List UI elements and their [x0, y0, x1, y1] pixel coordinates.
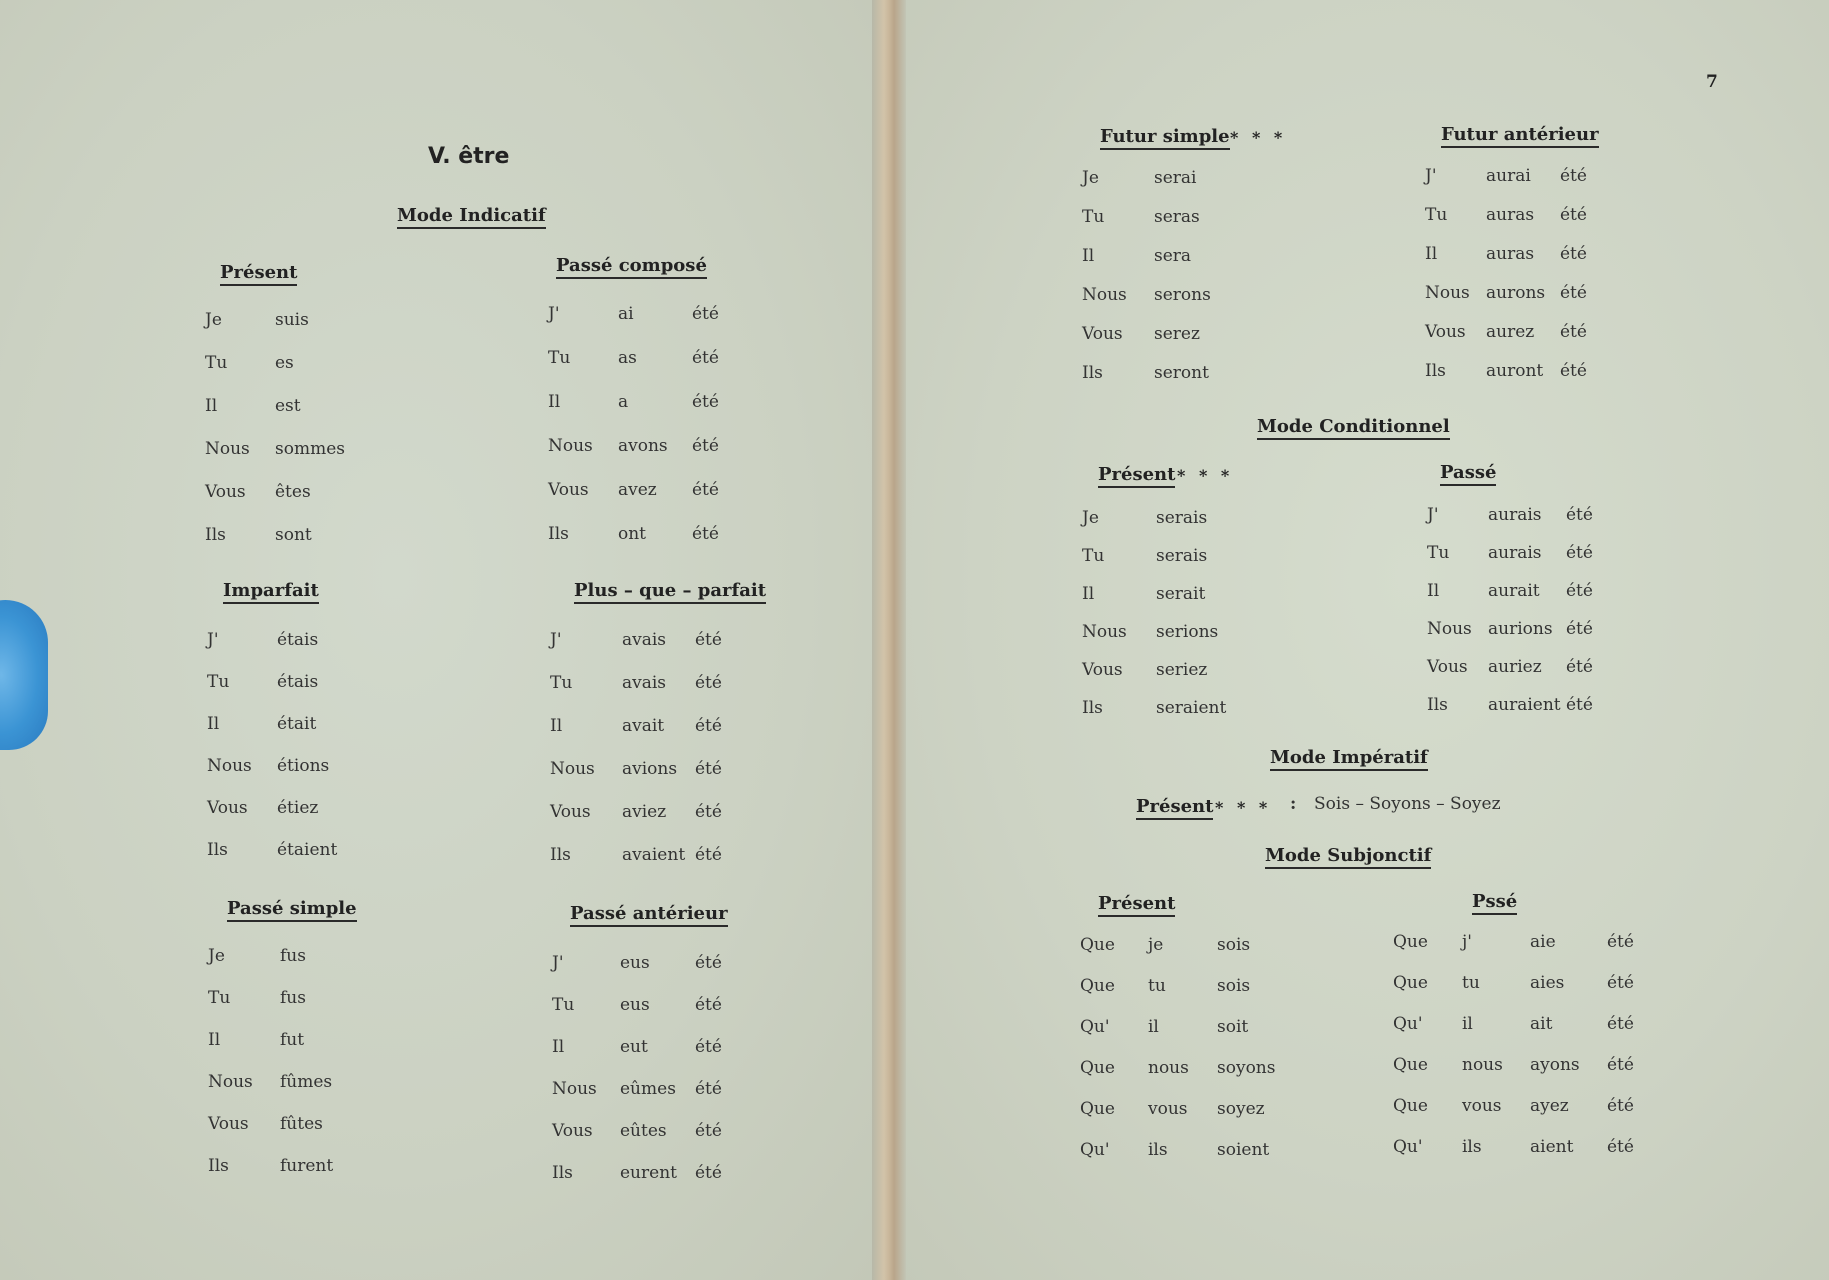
plus-que-parfait-cell: J' — [550, 630, 562, 650]
subjonctif-present-cell: il — [1148, 1017, 1159, 1037]
blue-cloth — [0, 600, 48, 750]
plus-que-parfait-cell: été — [695, 673, 722, 693]
imperatif-forms: Sois – Soyons – Soyez — [1314, 794, 1501, 814]
passe-simple-cell: Je — [208, 946, 225, 966]
subjonctif-passe-cell: tu — [1462, 973, 1480, 993]
subjonctif-present-cell: Que — [1080, 1058, 1115, 1078]
conditionnel-passe-cell: Il — [1427, 581, 1440, 601]
conditionnel-passe-cell: été — [1566, 543, 1593, 563]
passe-compose-cell: a — [618, 392, 629, 412]
passe-compose-cell: as — [618, 348, 637, 368]
subjonctif-passe-cell: vous — [1462, 1096, 1502, 1116]
mode-conditionnel-heading: Mode Conditionnel — [1257, 416, 1450, 440]
plus-que-parfait-cell: avions — [622, 759, 678, 779]
futur-anterieur-cell: été — [1560, 244, 1587, 264]
futur-anterieur-cell: auras — [1486, 205, 1535, 225]
conditionnel-passe-cell: été — [1566, 695, 1593, 715]
conditionnel-passe-heading: Passé — [1440, 462, 1496, 486]
passe-compose-cell: été — [692, 436, 719, 456]
futur-anterieur-cell: été — [1560, 166, 1587, 186]
imparfait-cell: étions — [277, 756, 330, 776]
passe-compose-cell: Vous — [548, 480, 589, 500]
conditionnel-present-cell: Je — [1082, 508, 1099, 528]
subjonctif-present-cell: vous — [1148, 1099, 1188, 1119]
futur-simple-cell: seront — [1154, 363, 1209, 383]
plus-que-parfait-cell: Tu — [550, 673, 573, 693]
present-cell: est — [275, 396, 301, 416]
plus-que-parfait-cell: avait — [622, 716, 665, 736]
imperatif-present-heading: Présent — [1136, 796, 1213, 820]
passe-simple-cell: Tu — [208, 988, 231, 1008]
plus-que-parfait-cell: aviez — [622, 802, 667, 822]
passe-compose-cell: été — [692, 524, 719, 544]
futur-anterieur-cell: aurai — [1486, 166, 1531, 186]
mode-subjonctif-heading: Mode Subjonctif — [1265, 845, 1431, 869]
futur-anterieur-cell: été — [1560, 205, 1587, 225]
present-cell: es — [275, 353, 294, 373]
imparfait-cell: Ils — [207, 840, 228, 860]
passe-simple-cell: fut — [280, 1030, 305, 1050]
plus-que-parfait-cell: été — [695, 630, 722, 650]
passe-anterieur-cell: eut — [620, 1037, 648, 1057]
plus-que-parfait-cell: Nous — [550, 759, 595, 779]
conditionnel-passe-cell: auraient — [1488, 695, 1561, 715]
subjonctif-passe-cell: Que — [1393, 932, 1428, 952]
subjonctif-present-cell: tu — [1148, 976, 1166, 996]
conditionnel-present-cell: Ils — [1082, 698, 1103, 718]
present-cell: Ils — [205, 525, 226, 545]
futur-simple-heading: Futur simple — [1100, 126, 1230, 150]
conditionnel-present-cell: Il — [1082, 584, 1095, 604]
plus-que-parfait-cell: avais — [622, 630, 667, 650]
futur-simple-cell: Il — [1082, 246, 1095, 266]
passe-compose-cell: ai — [618, 304, 634, 324]
subjonctif-present-cell: soyons — [1217, 1058, 1276, 1078]
futur-anterieur-cell: Ils — [1425, 361, 1446, 381]
plus-que-parfait-cell: Il — [550, 716, 563, 736]
passe-compose-cell: été — [692, 304, 719, 324]
subjonctif-present-cell: soyez — [1217, 1099, 1265, 1119]
futur-anterieur-cell: aurons — [1486, 283, 1546, 303]
mode-imperatif-heading: Mode Impératif — [1270, 747, 1428, 771]
imparfait-cell: J' — [207, 630, 219, 650]
passe-simple-cell: Ils — [208, 1156, 229, 1176]
present-cell: suis — [275, 310, 309, 330]
futur-simple-cell: serez — [1154, 324, 1200, 344]
passe-simple-cell: Vous — [208, 1114, 249, 1134]
passe-simple-cell: fus — [280, 946, 306, 966]
subjonctif-passe-cell: été — [1607, 1014, 1634, 1034]
passe-simple-cell: fûtes — [280, 1114, 323, 1134]
subjonctif-passe-cell: Qu' — [1393, 1137, 1423, 1157]
subjonctif-passe-cell: ait — [1530, 1014, 1553, 1034]
futur-anterieur-cell: été — [1560, 361, 1587, 381]
subjonctif-passe-cell: ayons — [1530, 1055, 1580, 1075]
plus-que-parfait-cell: avaient — [622, 845, 686, 865]
passe-compose-cell: Ils — [548, 524, 569, 544]
futur-anterieur-heading: Futur antérieur — [1441, 124, 1599, 148]
passe-compose-cell: Nous — [548, 436, 593, 456]
imparfait-cell: Nous — [207, 756, 252, 776]
conditionnel-passe-cell: Tu — [1427, 543, 1450, 563]
passe-anterieur-cell: été — [695, 953, 722, 973]
subjonctif-present-cell: je — [1148, 935, 1164, 955]
plus-que-parfait-cell: avais — [622, 673, 667, 693]
passe-anterieur-cell: eûmes — [620, 1079, 676, 1099]
conditionnel-passe-cell: aurais — [1488, 543, 1542, 563]
subjonctif-passe-cell: nous — [1462, 1055, 1503, 1075]
passe-simple-cell: fus — [280, 988, 306, 1008]
passe-anterieur-cell: Il — [552, 1037, 565, 1057]
passe-compose-cell: avez — [618, 480, 657, 500]
conditionnel-present-cell: serais — [1156, 546, 1208, 566]
passe-anterieur-cell: été — [695, 1163, 722, 1183]
right-page — [900, 0, 1829, 1280]
conditionnel-passe-cell: Ils — [1427, 695, 1448, 715]
subjonctif-passe-cell: Que — [1393, 1096, 1428, 1116]
futur-simple-cell: Je — [1082, 168, 1099, 188]
futur-simple-cell: serai — [1154, 168, 1197, 188]
passe-simple-cell: fûmes — [280, 1072, 333, 1092]
passe-compose-cell: avons — [618, 436, 668, 456]
subjonctif-passe-cell: été — [1607, 1137, 1634, 1157]
subjonctif-passe-cell: aient — [1530, 1137, 1574, 1157]
present-cell: êtes — [275, 482, 311, 502]
subjonctif-present-cell: sois — [1217, 976, 1251, 996]
subjonctif-present-cell: soit — [1217, 1017, 1249, 1037]
futur-anterieur-cell: auras — [1486, 244, 1535, 264]
book-spine — [872, 0, 906, 1280]
plus-que-parfait-cell: été — [695, 845, 722, 865]
subjonctif-present-cell: Que — [1080, 935, 1115, 955]
subjonctif-present-cell: Qu' — [1080, 1017, 1110, 1037]
conditionnel-present-cell: serait — [1156, 584, 1206, 604]
subjonctif-passe-cell: été — [1607, 973, 1634, 993]
conditionnel-passe-cell: auriez — [1488, 657, 1542, 677]
passe-compose-cell: été — [692, 480, 719, 500]
conditionnel-passe-cell: Vous — [1427, 657, 1468, 677]
imparfait-cell: étaient — [277, 840, 338, 860]
passe-anterieur-cell: J' — [552, 953, 564, 973]
subjonctif-passe-cell: Qu' — [1393, 1014, 1423, 1034]
page-number: 7 — [1706, 72, 1718, 92]
conditionnel-passe-cell: Nous — [1427, 619, 1472, 639]
futur-simple-cell: sera — [1154, 246, 1192, 266]
present-cell: Nous — [205, 439, 250, 459]
passe-anterieur-cell: été — [695, 995, 722, 1015]
verb-title: V. être — [428, 144, 510, 169]
plus-que-parfait-cell: Vous — [550, 802, 591, 822]
conditionnel-present-cell: seriez — [1156, 660, 1208, 680]
futur-anterieur-cell: Vous — [1425, 322, 1466, 342]
passe-compose-cell: été — [692, 392, 719, 412]
subjonctif-passe-cell: été — [1607, 932, 1634, 952]
present-cell: sommes — [275, 439, 345, 459]
futur-anterieur-cell: aurez — [1486, 322, 1535, 342]
passe-compose-cell: J' — [548, 304, 560, 324]
conditionnel-passe-cell: aurais — [1488, 505, 1542, 525]
subjonctif-passe-cell: Que — [1393, 973, 1428, 993]
futur-anterieur-cell: auront — [1486, 361, 1544, 381]
plus-que-parfait-cell: été — [695, 716, 722, 736]
imparfait-cell: Tu — [207, 672, 230, 692]
conditionnel-present-cell: serais — [1156, 508, 1208, 528]
passe-anterieur-cell: été — [695, 1121, 722, 1141]
passe-compose-cell: ont — [618, 524, 647, 544]
present-cell: Vous — [205, 482, 246, 502]
imparfait-cell: étais — [277, 630, 319, 650]
subjonctif-present-cell: sois — [1217, 935, 1251, 955]
futur-simple-cell: Vous — [1082, 324, 1123, 344]
subjonctif-passe-cell: ils — [1462, 1137, 1482, 1157]
plus-que-parfait-cell: été — [695, 802, 722, 822]
imperatif-colon: : — [1290, 794, 1297, 814]
passe-simple-cell: furent — [280, 1156, 334, 1176]
conditionnel-passe-cell: été — [1566, 657, 1593, 677]
subjonctif-present-cell: Que — [1080, 976, 1115, 996]
plus-que-parfait-cell: été — [695, 759, 722, 779]
conditionnel-present-cell: Tu — [1082, 546, 1105, 566]
subjonctif-present-cell: nous — [1148, 1058, 1189, 1078]
conditionnel-present-cell: Nous — [1082, 622, 1127, 642]
subjonctif-passe-cell: aies — [1530, 973, 1565, 993]
passe-anterieur-cell: eûtes — [620, 1121, 667, 1141]
passe-anterieur-heading: Passé antérieur — [570, 903, 728, 927]
subjonctif-passe-heading: Pssé — [1472, 891, 1517, 915]
subjonctif-present-cell: ils — [1148, 1140, 1168, 1160]
subjonctif-passe-cell: j' — [1462, 932, 1472, 952]
passe-anterieur-cell: eurent — [620, 1163, 677, 1183]
subjonctif-passe-cell: il — [1462, 1014, 1473, 1034]
imparfait-cell: étais — [277, 672, 319, 692]
futur-simple-cell: seras — [1154, 207, 1200, 227]
conditionnel-passe-cell: été — [1566, 619, 1593, 639]
futur-anterieur-cell: Tu — [1425, 205, 1448, 225]
imperatif-stars: * * * — [1215, 798, 1272, 817]
passe-compose-heading: Passé composé — [556, 255, 707, 279]
present-cell: sont — [275, 525, 312, 545]
conditionnel-passe-cell: été — [1566, 581, 1593, 601]
futur-anterieur-cell: J' — [1425, 166, 1437, 186]
subjonctif-passe-cell: Que — [1393, 1055, 1428, 1075]
passe-compose-cell: été — [692, 348, 719, 368]
passe-anterieur-cell: été — [695, 1037, 722, 1057]
subjonctif-passe-cell: aie — [1530, 932, 1556, 952]
plus-que-parfait-cell: Ils — [550, 845, 571, 865]
mode-indicatif-heading: Mode Indicatif — [397, 205, 546, 229]
subjonctif-passe-cell: ayez — [1530, 1096, 1569, 1116]
conditionnel-passe-cell: aurait — [1488, 581, 1540, 601]
conditionnel-passe-cell: J' — [1427, 505, 1439, 525]
present-cell: Tu — [205, 353, 228, 373]
conditionnel-present-cell: seraient — [1156, 698, 1227, 718]
imparfait-heading: Imparfait — [223, 580, 319, 604]
conditionnel-passe-cell: aurions — [1488, 619, 1553, 639]
futur-simple-cell: Tu — [1082, 207, 1105, 227]
conditionnel-present-stars: * * * — [1177, 466, 1234, 485]
subjonctif-passe-cell: été — [1607, 1055, 1634, 1075]
present-cell: Il — [205, 396, 218, 416]
present-heading: Présent — [220, 262, 297, 286]
passe-anterieur-cell: eus — [620, 995, 650, 1015]
left-page — [0, 0, 878, 1280]
futur-anterieur-cell: été — [1560, 283, 1587, 303]
futur-simple-cell: Nous — [1082, 285, 1127, 305]
passe-simple-heading: Passé simple — [227, 898, 357, 922]
subjonctif-present-cell: Qu' — [1080, 1140, 1110, 1160]
passe-compose-cell: Tu — [548, 348, 571, 368]
futur-anterieur-cell: été — [1560, 322, 1587, 342]
conditionnel-present-cell: serions — [1156, 622, 1219, 642]
passe-anterieur-cell: Tu — [552, 995, 575, 1015]
futur-simple-cell: Ils — [1082, 363, 1103, 383]
passe-anterieur-cell: eus — [620, 953, 650, 973]
conditionnel-present-heading: Présent — [1098, 464, 1175, 488]
passe-anterieur-cell: Ils — [552, 1163, 573, 1183]
imparfait-cell: Vous — [207, 798, 248, 818]
passe-anterieur-cell: été — [695, 1079, 722, 1099]
subjonctif-passe-cell: été — [1607, 1096, 1634, 1116]
conditionnel-passe-cell: été — [1566, 505, 1593, 525]
futur-anterieur-cell: Il — [1425, 244, 1438, 264]
passe-compose-cell: Il — [548, 392, 561, 412]
passe-simple-cell: Nous — [208, 1072, 253, 1092]
imparfait-cell: était — [277, 714, 317, 734]
subjonctif-present-cell: Que — [1080, 1099, 1115, 1119]
subjonctif-present-heading: Présent — [1098, 893, 1175, 917]
plus-que-parfait-heading: Plus – que – parfait — [574, 580, 766, 604]
futur-anterieur-cell: Nous — [1425, 283, 1470, 303]
futur-simple-cell: serons — [1154, 285, 1211, 305]
futur-simple-stars: * * * — [1230, 128, 1287, 147]
conditionnel-present-cell: Vous — [1082, 660, 1123, 680]
subjonctif-present-cell: soient — [1217, 1140, 1270, 1160]
passe-anterieur-cell: Nous — [552, 1079, 597, 1099]
passe-anterieur-cell: Vous — [552, 1121, 593, 1141]
present-cell: Je — [205, 310, 222, 330]
imparfait-cell: Il — [207, 714, 220, 734]
imparfait-cell: étiez — [277, 798, 319, 818]
passe-simple-cell: Il — [208, 1030, 221, 1050]
